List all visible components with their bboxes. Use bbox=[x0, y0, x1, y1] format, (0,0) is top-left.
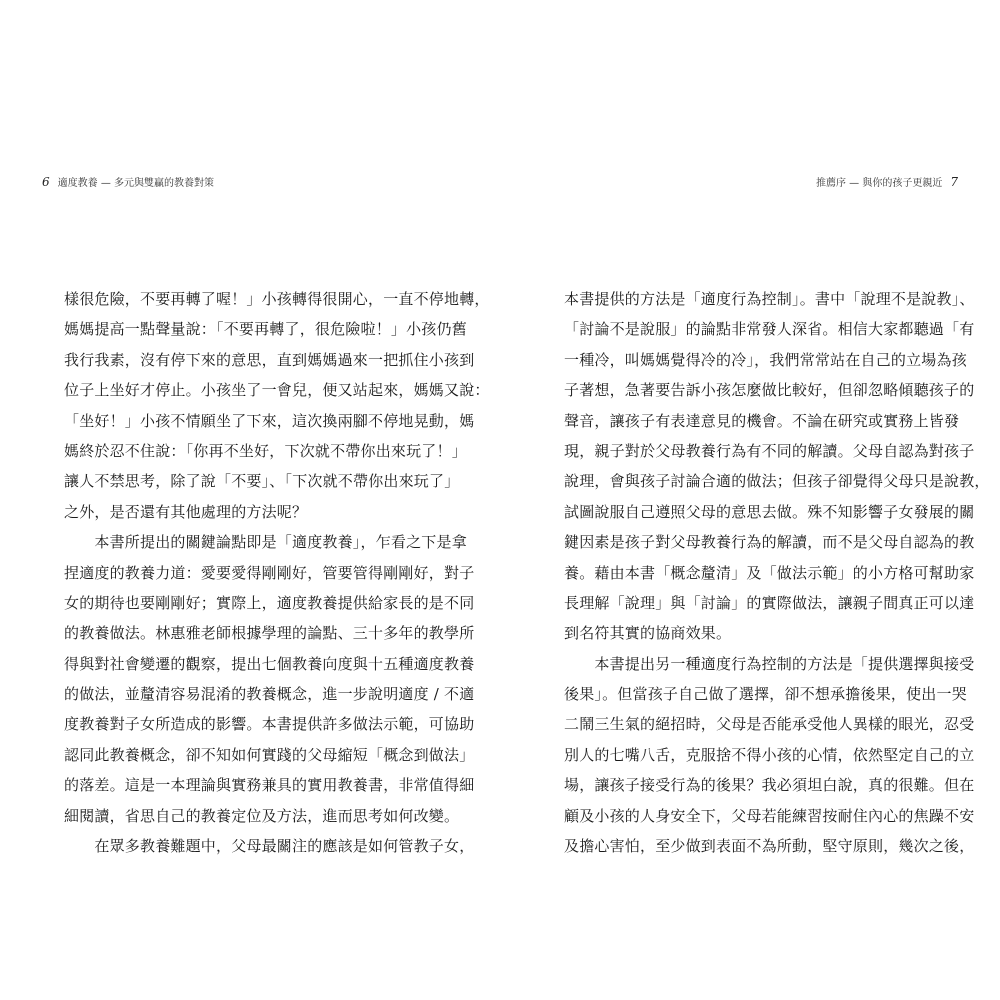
text-line: 鍵因素是孩子對父母教養行為的解讀，而不是父母自認為的教 bbox=[564, 533, 975, 552]
text-line: 的做法，並釐清容易混淆的教養概念，進一步說明適度 / 不適 bbox=[64, 685, 475, 704]
text-line: 在眾多教養難題中，父母最關注的應該是如何管教子女， bbox=[64, 837, 475, 856]
text-line: 女的期待也要剛剛好；實際上，適度教養提供給家長的是不同 bbox=[64, 593, 475, 612]
text-line: 「坐好！」小孩不情願坐了下來，這次換兩腳不停地晃動，媽 bbox=[64, 411, 475, 430]
text-line: 媽媽提高一點聲量說：「不要再轉了，很危險啦！」小孩仍舊 bbox=[64, 320, 467, 339]
text-line: 位子上坐好才停止。小孩坐了一會兒，便又站起來，媽媽又說： bbox=[64, 381, 490, 400]
text-line: 養。藉由本書「概念釐清」及「做法示範」的小方格可幫助家 bbox=[564, 563, 975, 582]
text-line: 細閱讀，省思自己的教養定位及方法，進而思考如何改變。 bbox=[64, 806, 460, 825]
left-running-title: 適度教養 — 多元與雙贏的教養對策 bbox=[57, 178, 214, 189]
left-page-number: 6 bbox=[42, 175, 50, 189]
right-running-title: 推薦序 — 與你的孩子更親近 bbox=[816, 178, 943, 189]
text-line: 的落差。這是一本理論與實務兼具的實用教養書，非常值得細 bbox=[64, 776, 475, 795]
text-line: 場，讓孩子接受行為的後果？我必須坦白說，真的很難。但在 bbox=[564, 776, 975, 795]
text-line: 現，親子對於父母教養行為有不同的解讀。父母自認為對孩子 bbox=[564, 441, 975, 460]
text-line: 的教養做法。林惠雅老師根據學理的論點、三十多年的教學所 bbox=[64, 624, 475, 643]
text-line: 之外，是否還有其他處理的方法呢？ bbox=[64, 502, 308, 521]
right-page-body bbox=[564, 284, 990, 861]
text-line: 「討論不是說服」的論點非常發人深省。相信大家都聽過「有 bbox=[564, 320, 975, 339]
text-line: 度教養對子女所造成的影響。本書提供許多做法示範，可協助 bbox=[64, 715, 475, 734]
text-line: 子著想，急著要告訴小孩怎麼做比較好，但卻忽略傾聽孩子的 bbox=[564, 381, 975, 400]
text-line: 及擔心害怕，至少做到表面不為所動，堅守原則，幾次之後， bbox=[564, 837, 975, 856]
text-line: 得與對社會變遷的觀察，提出七個教養向度與十五種適度教養 bbox=[64, 654, 475, 673]
text-line: 聲音，讓孩子有表達意見的機會。不論在研究或實務上皆發 bbox=[564, 411, 960, 430]
text-line: 媽終於忍不住說：「你再不坐好，下次就不帶你出來玩了！」 bbox=[64, 441, 467, 460]
text-line: 到名符其實的協商效果。 bbox=[564, 624, 732, 643]
text-line: 試圖說服自己遵照父母的意思去做。殊不知影響子女發展的關 bbox=[564, 502, 975, 521]
text-line: 顧及小孩的人身安全下，父母若能練習按耐住內心的焦躁不安 bbox=[564, 806, 975, 825]
text-line: 二鬧三生氣的絕招時，父母是否能承受他人異樣的眼光，忍受 bbox=[564, 715, 975, 734]
text-line: 別人的七嘴八舌，克服捨不得小孩的心情，依然堅定自己的立 bbox=[564, 745, 975, 764]
text-line: 後果」。但當孩子自己做了選擇，卻不想承擔後果，使出一哭 bbox=[564, 685, 967, 704]
text-line: 本書提供的方法是「適度行為控制」。書中「說理不是說教」、 bbox=[564, 290, 975, 308]
text-line: 捏適度的教養力道：愛要愛得剛剛好，管要管得剛剛好，對子 bbox=[64, 563, 475, 582]
right-page-number: 7 bbox=[950, 175, 958, 189]
text-line: 說理，會與孩子討論合適的做法；但孩子卻覺得父母只是說教， bbox=[564, 472, 990, 491]
text-line: 讓人不禁思考，除了說「不要」、「下次就不帶你出來玩了」 bbox=[64, 472, 460, 491]
text-line: 認同此教養概念，卻不知如何實踐的父母縮短「概念到做法」 bbox=[64, 745, 475, 764]
text-line: 樣很危險，不要再轉了喔！」小孩轉得很開心，一直不停地轉， bbox=[64, 290, 490, 308]
text-line: 本書提出另一種適度行為控制的方法是「提供選擇與接受 bbox=[564, 654, 975, 673]
text-line: 一種冷，叫媽媽覺得冷的冷」，我們常常站在自己的立場為孩 bbox=[564, 350, 967, 369]
text-line: 本書所提出的關鍵論點即是「適度教養」，乍看之下是拿 bbox=[64, 533, 467, 552]
right-page-header bbox=[816, 174, 958, 189]
text-line: 我行我素，沒有停下來的意思，直到媽媽過來一把抓住小孩到 bbox=[64, 350, 475, 369]
left-page-header bbox=[42, 174, 214, 189]
left-page-body bbox=[64, 284, 490, 861]
text-line: 長理解「說理」與「討論」的實際做法，讓親子間真正可以達 bbox=[564, 593, 975, 612]
